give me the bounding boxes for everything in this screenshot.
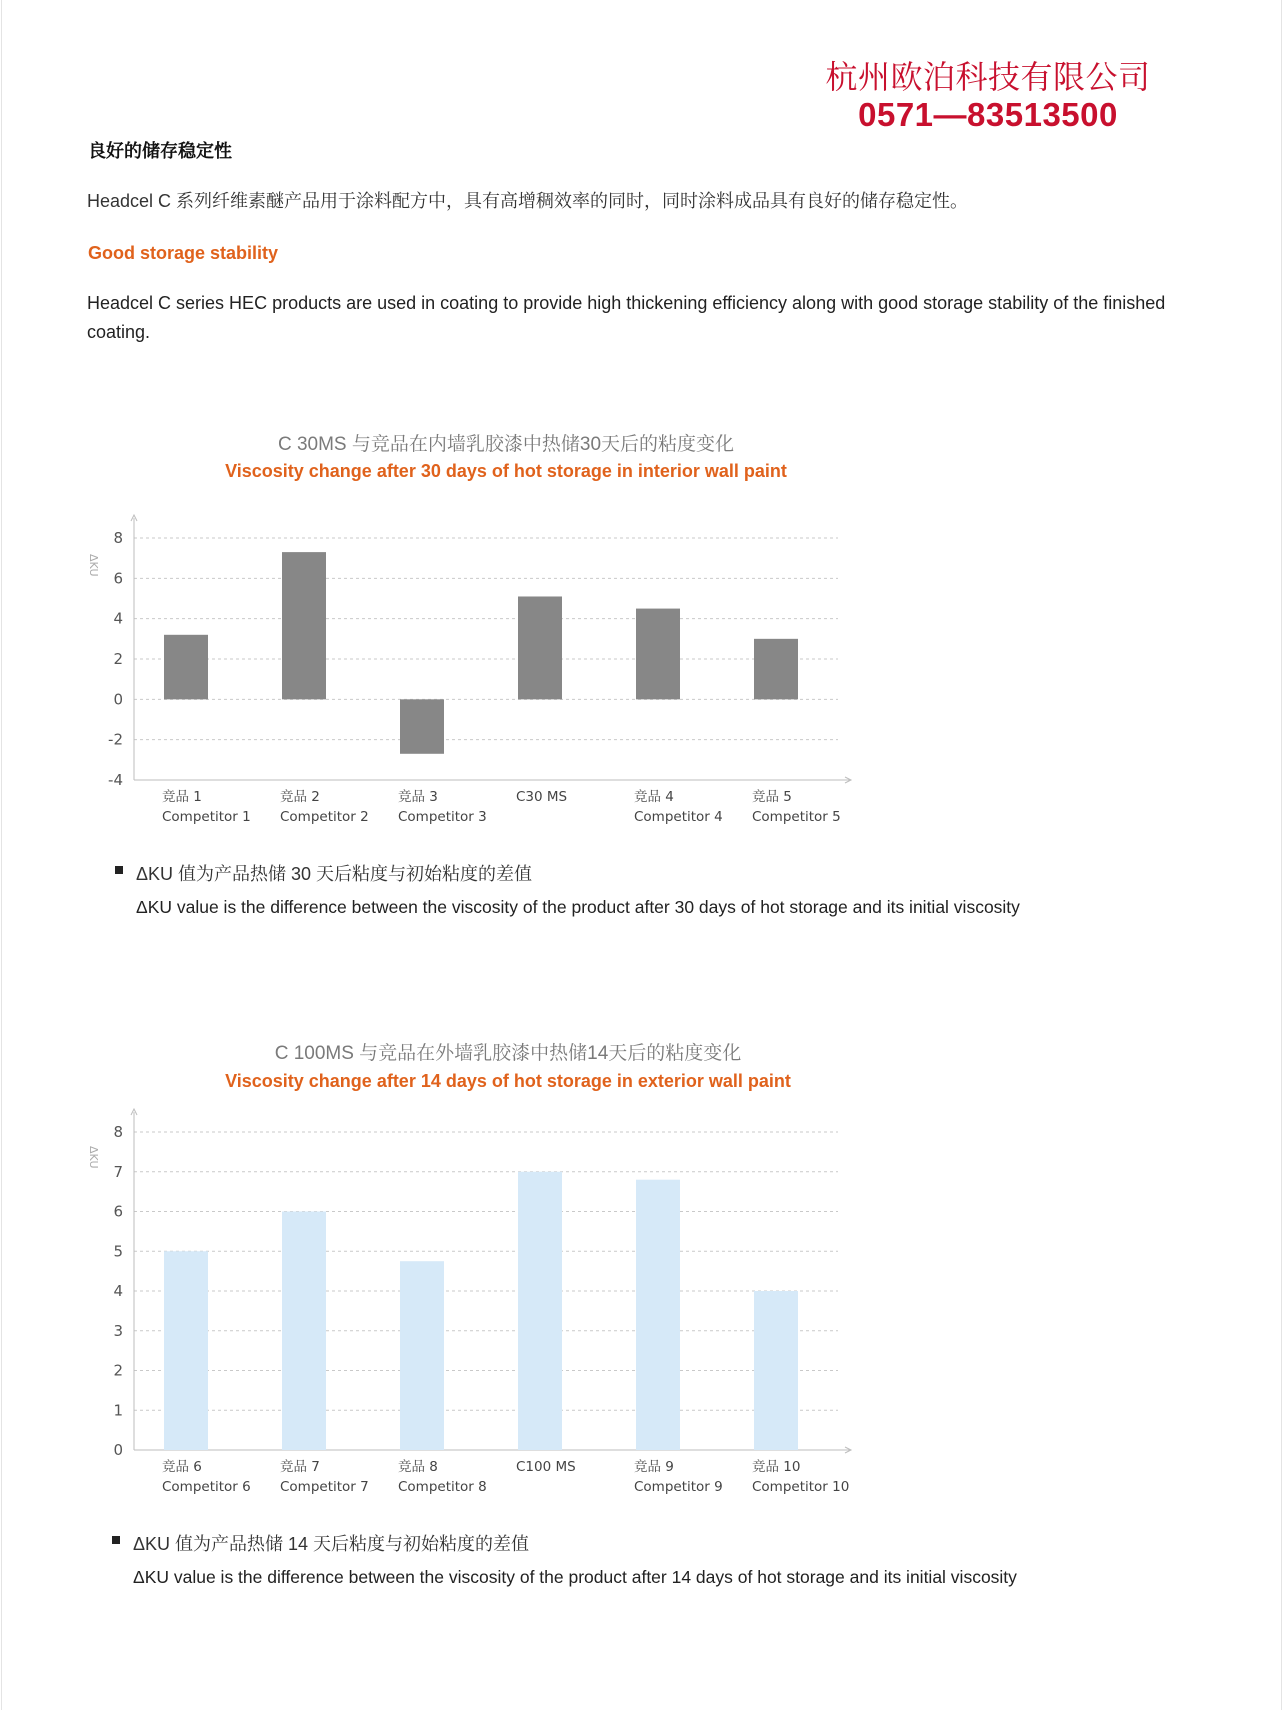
x-category-label: 竞品 9 [634, 1459, 674, 1475]
y-axis-label: ΔKU [87, 554, 100, 577]
x-category-label: 竞品 7 [280, 1459, 320, 1475]
y-tick-label: 8 [113, 1123, 123, 1141]
bar [754, 639, 798, 700]
y-tick-label: 6 [113, 1202, 123, 1221]
chart2-subtitle: Viscosity change after 14 days of hot storage in exterior wall paint [225, 1071, 791, 1091]
note1-zh: ΔKU 值为产品热储 30 天后粘度与初始粘度的差值 [136, 864, 533, 884]
y-tick-label: -4 [108, 771, 123, 789]
x-category-label-en: Competitor 10 [752, 1479, 850, 1495]
bar [518, 596, 562, 699]
y-tick-label: 0 [113, 1441, 123, 1459]
y-tick-label: 3 [113, 1321, 123, 1340]
bar [518, 1172, 562, 1450]
chart1 [0, 500, 1284, 840]
y-tick-label: 6 [113, 569, 123, 588]
x-category-label-en: Competitor 9 [634, 1479, 723, 1495]
x-category-label: 竞品 6 [162, 1459, 202, 1475]
note2-zh: ΔKU 值为产品热储 14 天后粘度与初始粘度的差值 [133, 1534, 530, 1554]
chart1-title: C 30MS 与竞品在内墙乳胶漆中热储30天后的粘度变化 [277, 434, 735, 455]
x-category-label-en: Competitor 2 [280, 809, 369, 825]
company-header [808, 58, 1168, 134]
bullet-icon [112, 1536, 120, 1544]
x-category-label-en: Competitor 1 [162, 809, 251, 825]
x-category-label-en: Competitor 4 [634, 809, 723, 825]
y-tick-label: 5 [113, 1242, 123, 1261]
x-category-label: 竞品 1 [162, 789, 202, 805]
bar [164, 1251, 208, 1450]
bar [636, 1180, 680, 1450]
bar [754, 1291, 798, 1450]
chart2 [0, 1100, 1284, 1500]
note1-en: ΔKU value is the difference between the viscosity of the product after 30 days of hot storage and its initial viscosity [136, 897, 1020, 917]
x-category-label-en: Competitor 8 [398, 1479, 487, 1495]
x-category-label: 竞品 8 [398, 1459, 438, 1475]
y-tick-label: 7 [113, 1162, 123, 1181]
y-tick-label: 2 [113, 1361, 123, 1380]
section-title-en: Good storage stability [88, 243, 279, 263]
x-category-label-en: Competitor 6 [162, 1479, 251, 1495]
section-text-en: Headcel C series HEC products are used in coating to provide high thickening efficiency along with good storage stability of the finished coating. [87, 293, 1166, 342]
y-axis-label: ΔKU [87, 1146, 100, 1169]
chart2-title: C 100MS 与竞品在外墙乳胶漆中热储14天后的粘度变化 [274, 1043, 742, 1064]
chart1-subtitle: Viscosity change after 30 days of hot storage in interior wall paint [225, 461, 787, 481]
section-text-zh: Headcel C 系列纤维素醚产品用于涂料配方中，具有高增稠效率的同时，同时涂料成品具有良好的储存稳定性。 [87, 191, 969, 211]
chart1-note [136, 860, 1020, 918]
bar [164, 635, 208, 700]
x-category-label-en: Competitor 7 [280, 1479, 369, 1495]
x-category-label: 竞品 4 [634, 789, 674, 805]
y-tick-label: 0 [113, 690, 123, 709]
x-category-label: 竞品 3 [398, 789, 438, 805]
company-name: 杭州欧泊科技有限公司 [825, 59, 1151, 95]
bar [282, 1212, 326, 1451]
x-category-label: 竞品 10 [752, 1459, 801, 1475]
bar [400, 699, 444, 753]
bullet-icon [115, 866, 123, 874]
y-tick-label: -2 [108, 730, 123, 749]
y-tick-label: 4 [113, 1282, 123, 1300]
y-tick-label: 8 [113, 529, 123, 547]
bar [636, 609, 680, 700]
company-phone: 0571—83513500 [858, 96, 1118, 133]
section-title-zh: 良好的储存稳定性 [88, 141, 232, 161]
x-category-label: C100 MS [516, 1459, 576, 1475]
x-category-label-en: Competitor 5 [752, 809, 841, 825]
bar [282, 552, 326, 699]
x-category-label-en: Competitor 3 [398, 809, 487, 825]
x-category-label: 竞品 2 [280, 789, 320, 805]
x-category-label: 竞品 5 [752, 789, 792, 805]
y-tick-label: 2 [113, 650, 123, 668]
chart2-note [133, 1530, 1017, 1588]
x-category-label: C30 MS [516, 789, 568, 805]
note2-en: ΔKU value is the difference between the viscosity of the product after 14 days of hot storage and its initial viscosity [133, 1567, 1017, 1587]
y-tick-label: 1 [113, 1401, 123, 1420]
y-tick-label: 4 [113, 609, 123, 628]
bar [400, 1261, 444, 1450]
